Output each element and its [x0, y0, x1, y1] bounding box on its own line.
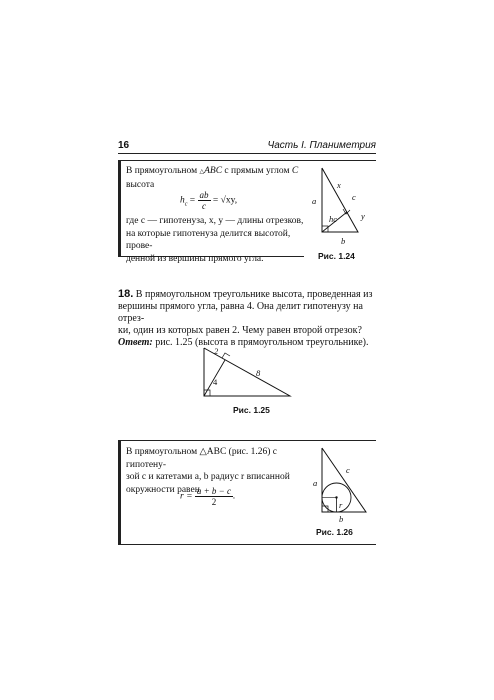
fig124-label-a: a — [312, 196, 317, 206]
formula2-numerator: a + b − c — [196, 486, 232, 496]
box1-desc-line1: где c — гипотенуза, x, y — длины отрезков, — [126, 216, 304, 226]
triangle-symbol: △ — [199, 169, 205, 175]
part-title: Часть I. Планиметрия — [267, 140, 376, 151]
figure-1-26-caption: Рис. 1.26 — [316, 527, 353, 537]
box1-var-c: C — [291, 166, 299, 176]
box1-line1-mid: с прямым углом — [224, 166, 290, 176]
box2-top-rule — [118, 440, 376, 441]
header-rule — [118, 153, 376, 154]
figure-1-26 — [306, 442, 376, 524]
answer-text: рис. 1.25 (высота в прямоугольном треугольнике). — [155, 337, 369, 348]
figure-1-25 — [196, 340, 296, 402]
box1-var-abc: ABC — [204, 166, 223, 176]
fig125-label-4: 4 — [213, 377, 218, 387]
fig124-label-x: x — [337, 180, 341, 190]
fig126-label-r: r — [339, 500, 343, 510]
box2-line2: зой c и катетами a, b радиус r вписанной — [126, 472, 290, 482]
figure-1-24 — [300, 160, 376, 250]
answer-label: Ответ: — [118, 337, 153, 348]
problem-number: 18. — [118, 288, 134, 300]
formula-denominator: c — [202, 201, 207, 211]
page-number: 16 — [118, 140, 130, 151]
box1-desc-line2: на которые гипотенуза делится высотой, прове- — [126, 228, 291, 251]
box1-formula: $h_c$ = $\frac{ab}{c}$ = √xy, — [180, 190, 238, 211]
box2-line1: В прямоугольном △ABC (рис. 1.26) с гипотену- — [126, 447, 278, 470]
figure-1-25-caption: Рис. 1.25 — [233, 405, 270, 415]
formula2-denominator: 2 — [211, 497, 217, 507]
fig125-label-8: 8 — [256, 368, 261, 378]
box1-text — [126, 165, 306, 191]
fig124-label-c: c — [352, 192, 356, 202]
box2-line3: окружности равен — [126, 484, 200, 495]
figure-1-24-caption: Рис. 1.24 — [318, 251, 355, 261]
fig125-label-2: 2 — [214, 346, 219, 356]
formula-h-sub: c — [184, 201, 188, 208]
formula2-lhs: r = — [180, 491, 193, 502]
fig126-label-b: b — [339, 514, 344, 524]
fig126-triangle — [322, 448, 366, 512]
problem-line2: вершины прямого угла, равна 4. Она делит гипотенузу на отрез- — [118, 301, 363, 324]
box2-bottom-rule — [118, 544, 376, 545]
box2-left-bar — [118, 440, 121, 544]
box1-desc-line3: денной из вершины прямого угла. — [126, 253, 264, 264]
fig126-label-a: a — [313, 478, 318, 488]
box1-line1-prefix: В прямоугольном — [126, 166, 198, 176]
box1-line2: высота — [126, 179, 155, 190]
fig124-label-b: b — [341, 236, 346, 246]
formula-fraction — [198, 190, 211, 211]
formula-rhs: = √xy, — [212, 195, 238, 206]
formula-h: h — [180, 195, 185, 206]
box1-left-bar — [118, 160, 121, 256]
formula-numerator: ab — [199, 190, 209, 200]
problem-line1: В прямоугольном треугольнике высота, проведенная из — [135, 289, 373, 300]
box2-formula — [180, 486, 235, 507]
fig125-right-angle-h — [222, 353, 230, 358]
formula2-tail: . — [233, 491, 236, 502]
problem-line3: ки, один из которых равен 2. Чему равен второй отрезок? — [118, 325, 362, 336]
fig126-center-dot — [335, 496, 337, 498]
fig124-label-y: y — [361, 211, 365, 221]
formula2-fraction — [195, 486, 236, 507]
fig126-label-c: c — [346, 465, 350, 475]
fig124-label-hc: hc — [329, 214, 338, 224]
box1-description — [126, 215, 308, 265]
